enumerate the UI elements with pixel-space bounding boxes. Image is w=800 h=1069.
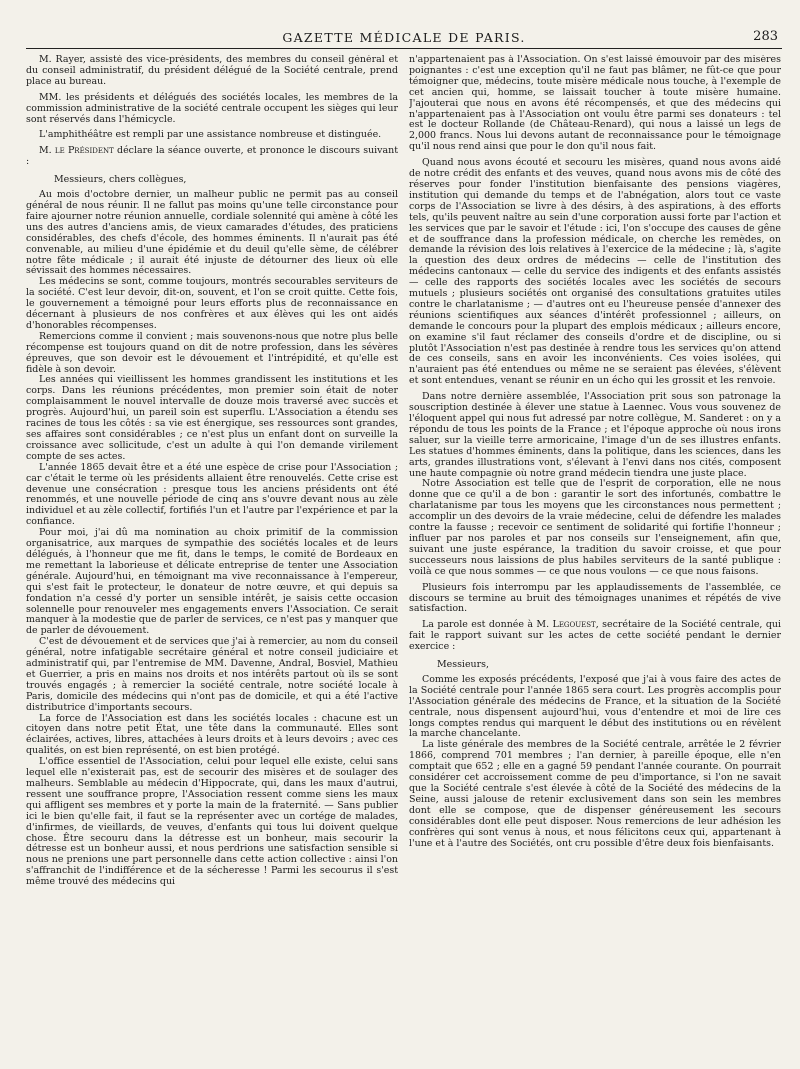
salutation: Messieurs, — [437, 659, 489, 671]
paragraph: MM. les présidents et délégués des sociétés locales, les membres de la commission administrative de la société centrale occupent les sièges qui leur sont réservés dans l'hémicycle. — [26, 91, 398, 125]
right-column — [409, 55, 781, 1065]
paragraph: M. Rayer, assisté des vice-présidents, des membres du conseil général et du conseil administratif, du président délégué de la Société centrale, prend place au bureau. — [26, 55, 398, 87]
paragraph: L'amphithéâtre est rempli par une assistance nombreuse et distinguée. — [39, 129, 382, 141]
paragraph-text: La parole est donnée à M. — [422, 619, 553, 631]
paragraph: Comme les exposés précédents, l'exposé que j'ai à vous faire des actes de la Société centrale pour l'année 1865 sera court. Les progrès accomplis pour l'Association générale des médecins de France, et la situation de la Société centrale, nous dispensent aujourd'hui, vous d'entendre et moi de lire ces longs comptes rendus qui marquent le début des institutions ou en révèlent la marche chancelante. — [409, 673, 781, 740]
journal-title: GAZETTE MÉDICALE DE PARIS. — [282, 30, 526, 45]
page-number: 283 — [753, 29, 778, 44]
paragraph — [26, 146, 398, 168]
paragraph: Pour moi, j'ai dû ma nomination au choix primitif de la commission organisatrice, aux marques de sympathie des sociétés locales et de leurs délégués, à l'honneur que me fit, dans le temps, le comité de Bordeaux en me remettant la laborieuse et délicate entreprise de tenter une Association générale. Aujourd'hui, en témoignant ma vive reconnaissance à l'empereur, qui s'est fait le protecteur, le donateur de notre œuvre, et qui depuis sa fondation n'a cessé d'y porter un sensible intérêt, je saisis cette occasion solennelle pour renouveler mes engagements envers l'Association. Ce serait manquer à la modestie que de parler de services, ce n'est pas y manquer que de parler de dévouement. — [26, 527, 398, 637]
paragraph: Remercions comme il convient ; mais souvenons-nous que notre plus belle récompense est toujours quand on dit de notre profession, dans les sévères épreuves, que son devoir est le dévouement et l'intrépidité, et qu'elle est fidèle à son devoir. — [26, 330, 398, 375]
paragraph: Plusieurs fois interrompu par les applaudissements de l'assemblée, ce discours se termine au bruit des témoignages unanimes et répétés de vive satisfaction. — [409, 581, 781, 615]
paragraph: L'office essentiel de l'Association, celui pour lequel elle existe, celui sans lequel elle n'existerait pas, est de secourir des misères et de soulager des malheurs. Semblable au médecin d'Hippocrate, qui, dans les maux d'autrui, ressent une souffrance propre, l'Association ressent comme siens les maux qui affligent ses membres et y porte la main de la fraternité. — Sans publier ici le bien qu'elle fait, il faut se la représenter avec un cortége de malades, d'infirmes, de vieillards, de veuves, d'enfants qui tous lui doivent quelque chose. Être secouru dans la détresse est un bonheur, mais secourir la détresse est un bonheur aussi, et nous perdrions une satisfaction sensible si nous ne prenions une part personnelle dans cette action collective : ainsi l'on s'affranchit de l'indifférence et de la sécheresse ! Parmi les secourus il s'est même trouvé des médecins qui — [26, 756, 398, 888]
paragraph: Quand nous avons écouté et secouru les misères, quand nous avons aidé de notre crédit des enfants et des veuves, quand nous avons mis de côté des réserves pour fonder l'institution bienfaisante des pensions viagères, institution qui demande du temps et de l'abnégation, alors tout ce vaste corps de l'Association se livre à des désirs, à des aspirations, à des efforts tels, qu'ils peuvent naître au sein d'une corporation aussi forte par l'action et les services que par le savoir et l'étude : ici, l'on s'occupe des causes de gêne et de souffrance dans la profession médicale, on cherche les remèdes, on demande la révision des lois relatives à l'exercice de la médecine ; là, s'agite la question des deux ordres de médecins — celle de l'institution des médecins cantonaux — celle du service des indigents et des enfants assistés — celle des rapports des sociétés locales avec les sociétés de secours mutuels ; plusieurs sociétés ont organisé des consultations gratuites utiles contre le charlatanisme ; — d'autres ont eu l'heureuse pensée d'annexer des réunions scientifiques aux séances d'intérêt professionnel ; ailleurs, on demande le concours pour la plupart des emplois médicaux ; ailleurs encore, on examine s'il faut réclamer des conseils d'ordre et de discipline, ou si plutôt l'Association n'est pas destinée à rendre tous les services qu'on attend de ces conseils, sans en avoir les inconvénients. Ces voies isolées, qui n'auraient pas été entendues ou même ne se seraient pas élevées, s'élèvent et sont entendues, venant se réunir en un écho qui les grossit et les renvoie. — [409, 157, 781, 387]
paragraph: Les médecins se sont, comme toujours, montrés secourables serviteurs de la société. C'est leur devoir, dit-on, souvent, et l'on se croit quitte. Cette fois, le gouvernement a témoigné pour leurs efforts plus de reconnaissance en décernant à plusieurs de nos confrères et aux élèves qui les ont aidés d'honorables récompenses. — [26, 276, 398, 331]
speaker-name: Legouest — [552, 619, 596, 631]
paragraph-text: , secrétaire de la Société centrale, qui fait le rapport suivant sur les actes de cette société pendant le dernier exercice : — [409, 619, 781, 653]
paragraph: n'appartenaient pas à l'Association. On s'est laissé émouvoir par des misères poignantes : c'est une exception qu'il ne faut pas blâmer, ne fût-ce que pour témoigner que, médecins, toute misère médicale nous touche, à l'exemple de cet ancien qui, homme, se laissait toucher à toute misère humaine. J'ajouterai que nous en avons été récompensés, et que des médecins qui n'appartenaient pas à l'Association ont voulu être parmi ses donateurs : tel est le docteur Rollande (de Château-Renard), qui nous a laissé un legs de 2,000 francs. Nous lui devons autant de reconnaissance pour le témoignage qu'il nous rend ainsi que pour le don qu'il nous fait. — [409, 55, 781, 153]
paragraph: L'année 1865 devait être et a été une espèce de crise pour l'Association ; car c'était le terme où les présidents allaient être renouvelés. Cette crise est devenue une consécration : presque tous les anciens présidents ont été renommés, et une nouvelle période de cinq ans s'ouvre devant nous au zèle individuel et au zèle collectif, fortifiés l'un et l'autre par l'expérience et par la confiance. — [26, 461, 398, 528]
paragraph — [409, 620, 781, 653]
left-column — [26, 55, 398, 1065]
paragraph: La force de l'Association est dans les sociétés locales : chacune est un citoyen dans notre petit État, une tête dans la communauté. Elles sont éclairées, actives, libres, attachées à leurs droits et à leurs devoirs ; avec ces qualités, on est bien représenté, on est bien protégé. — [26, 712, 398, 757]
paragraph: La liste générale des membres de la Société centrale, arrêtée le 2 février 1866, comprend 701 membres ; l'an dernier, à pareille époque, elle n'en comptait que 652 ; elle en a gagné 59 pendant l'année courante. On pourrait considérer cet accroissement comme de peu d'importance, si l'on ne savait que la Société centrale s'est élevée à côté de la Société des médecins de la Seine, aussi jalouse de retenir exclusivement dans son sein les membres dont elle se compose, que de dispenser généreusement les secours considérables dont elle peut disposer. Nous remercions de leur adhésion les confrères qui sont venus à nous, et nous félicitons ceux qui, appartenant à l'une et à l'autre des Sociétés, ont cru possible d'être deux fois bienfaisants. — [409, 739, 781, 849]
paragraph: C'est de dévouement et de services que j'ai à remercier, au nom du conseil général, notre infatigable secrétaire général et notre conseil judiciaire et administratif qui, par l'entremise de MM. Davenne, Andral, Bosviel, Mathieu et Guerrier, a pris en mains nos droits et nos intérêts partout où ils se sont trouvés engagés ; à remercier la société centrale, notre société locale à Paris, domicile des médecins qui n'ont pas de domicile, et qui a été l'active distributrice d'importants secours. — [26, 636, 398, 713]
text-columns — [26, 55, 782, 1065]
paragraph: Notre Association est telle que de l'esprit de corporation, elle ne nous donne que ce qu'il a de bon : garantir le sort des infortunés, combattre le charlatanisme par tous les moyens que les circonstances nous permettent ; accomplir un des devoirs de la vraie médecine, celui de défendre les malades contre la fausse ; recevoir ce sentiment de solidarité qui fortifie l'honneur ; influer par nos paroles et par nos conseils sur l'enseignement, afin que, suivant une juste espérance, la tradition du savoir croisse, et que pour successeurs nous laissions de plus habiles serviteurs de la santé publique : voilà ce que nous sommes — ce que nous voulons — ce que nous faisons. — [409, 478, 781, 577]
speaker-name: M. le Président — [39, 145, 114, 157]
paragraph-text: déclare la séance ouverte, et prononce le discours suivant : — [26, 145, 398, 168]
page-header — [26, 26, 782, 49]
paragraph: Dans notre dernière assemblée, l'Association prit sous son patronage la souscription destinée à élever une statue à Laennec. Vous vous souvenez de l'éloquent appel qui nous fut adressé par notre collègue, M. Sanderet : on y a répondu de tous les points de la France ; et l'époque approche où nous irons saluer, sur la vieille terre armoricaine, l'image d'un de ses illustres enfants. Les statues d'hommes éminents, dans la politique, dans les sciences, dans les arts, grandes illustrations vont, s'élevant à l'envi dans nos cités, composent une haute compagnie où notre grand médecin tiendra une juste place. — [409, 391, 781, 479]
paragraph: Au mois d'octobre dernier, un malheur public ne permit pas au conseil général de nous réunir. Il ne fallut pas moins qu'une telle circonstance pour faire ajourner notre réunion annuelle, cordiale solennité qui amène à côté les uns des autres d'anciens amis, de vieux camarades d'études, des praticiens considérables, des chefs d'école, des hommes éminents. Il n'aurait pas été convenable, au milieu d'une épidémie et du deuil qu'elle sème, de célébrer notre fête médicale ; il aurait été injuste de détourner des lieux où elle sévissait des hommes nécessaires. — [26, 189, 398, 277]
paragraph: Les années qui vieillissent les hommes grandissent les institutions et les corps. Dans les réunions précédentes, mon premier soin était de noter complaisamment le nouvel intervalle de douze mois traversé avec succès et progrès. Aujourd'hui, un pareil soin est superflu. L'Association a étendu ses racines de tous les côtés : sa vie est énergique, ses ressources sont grandes, ses affaires sont considérables ; ce n'est plus un enfant dont on surveille la croissance avec sollicitude, c'est un adulte à qui l'on demande virilement compte de ses actes. — [26, 374, 398, 462]
salutation: Messieurs, chers collègues, — [54, 174, 187, 186]
